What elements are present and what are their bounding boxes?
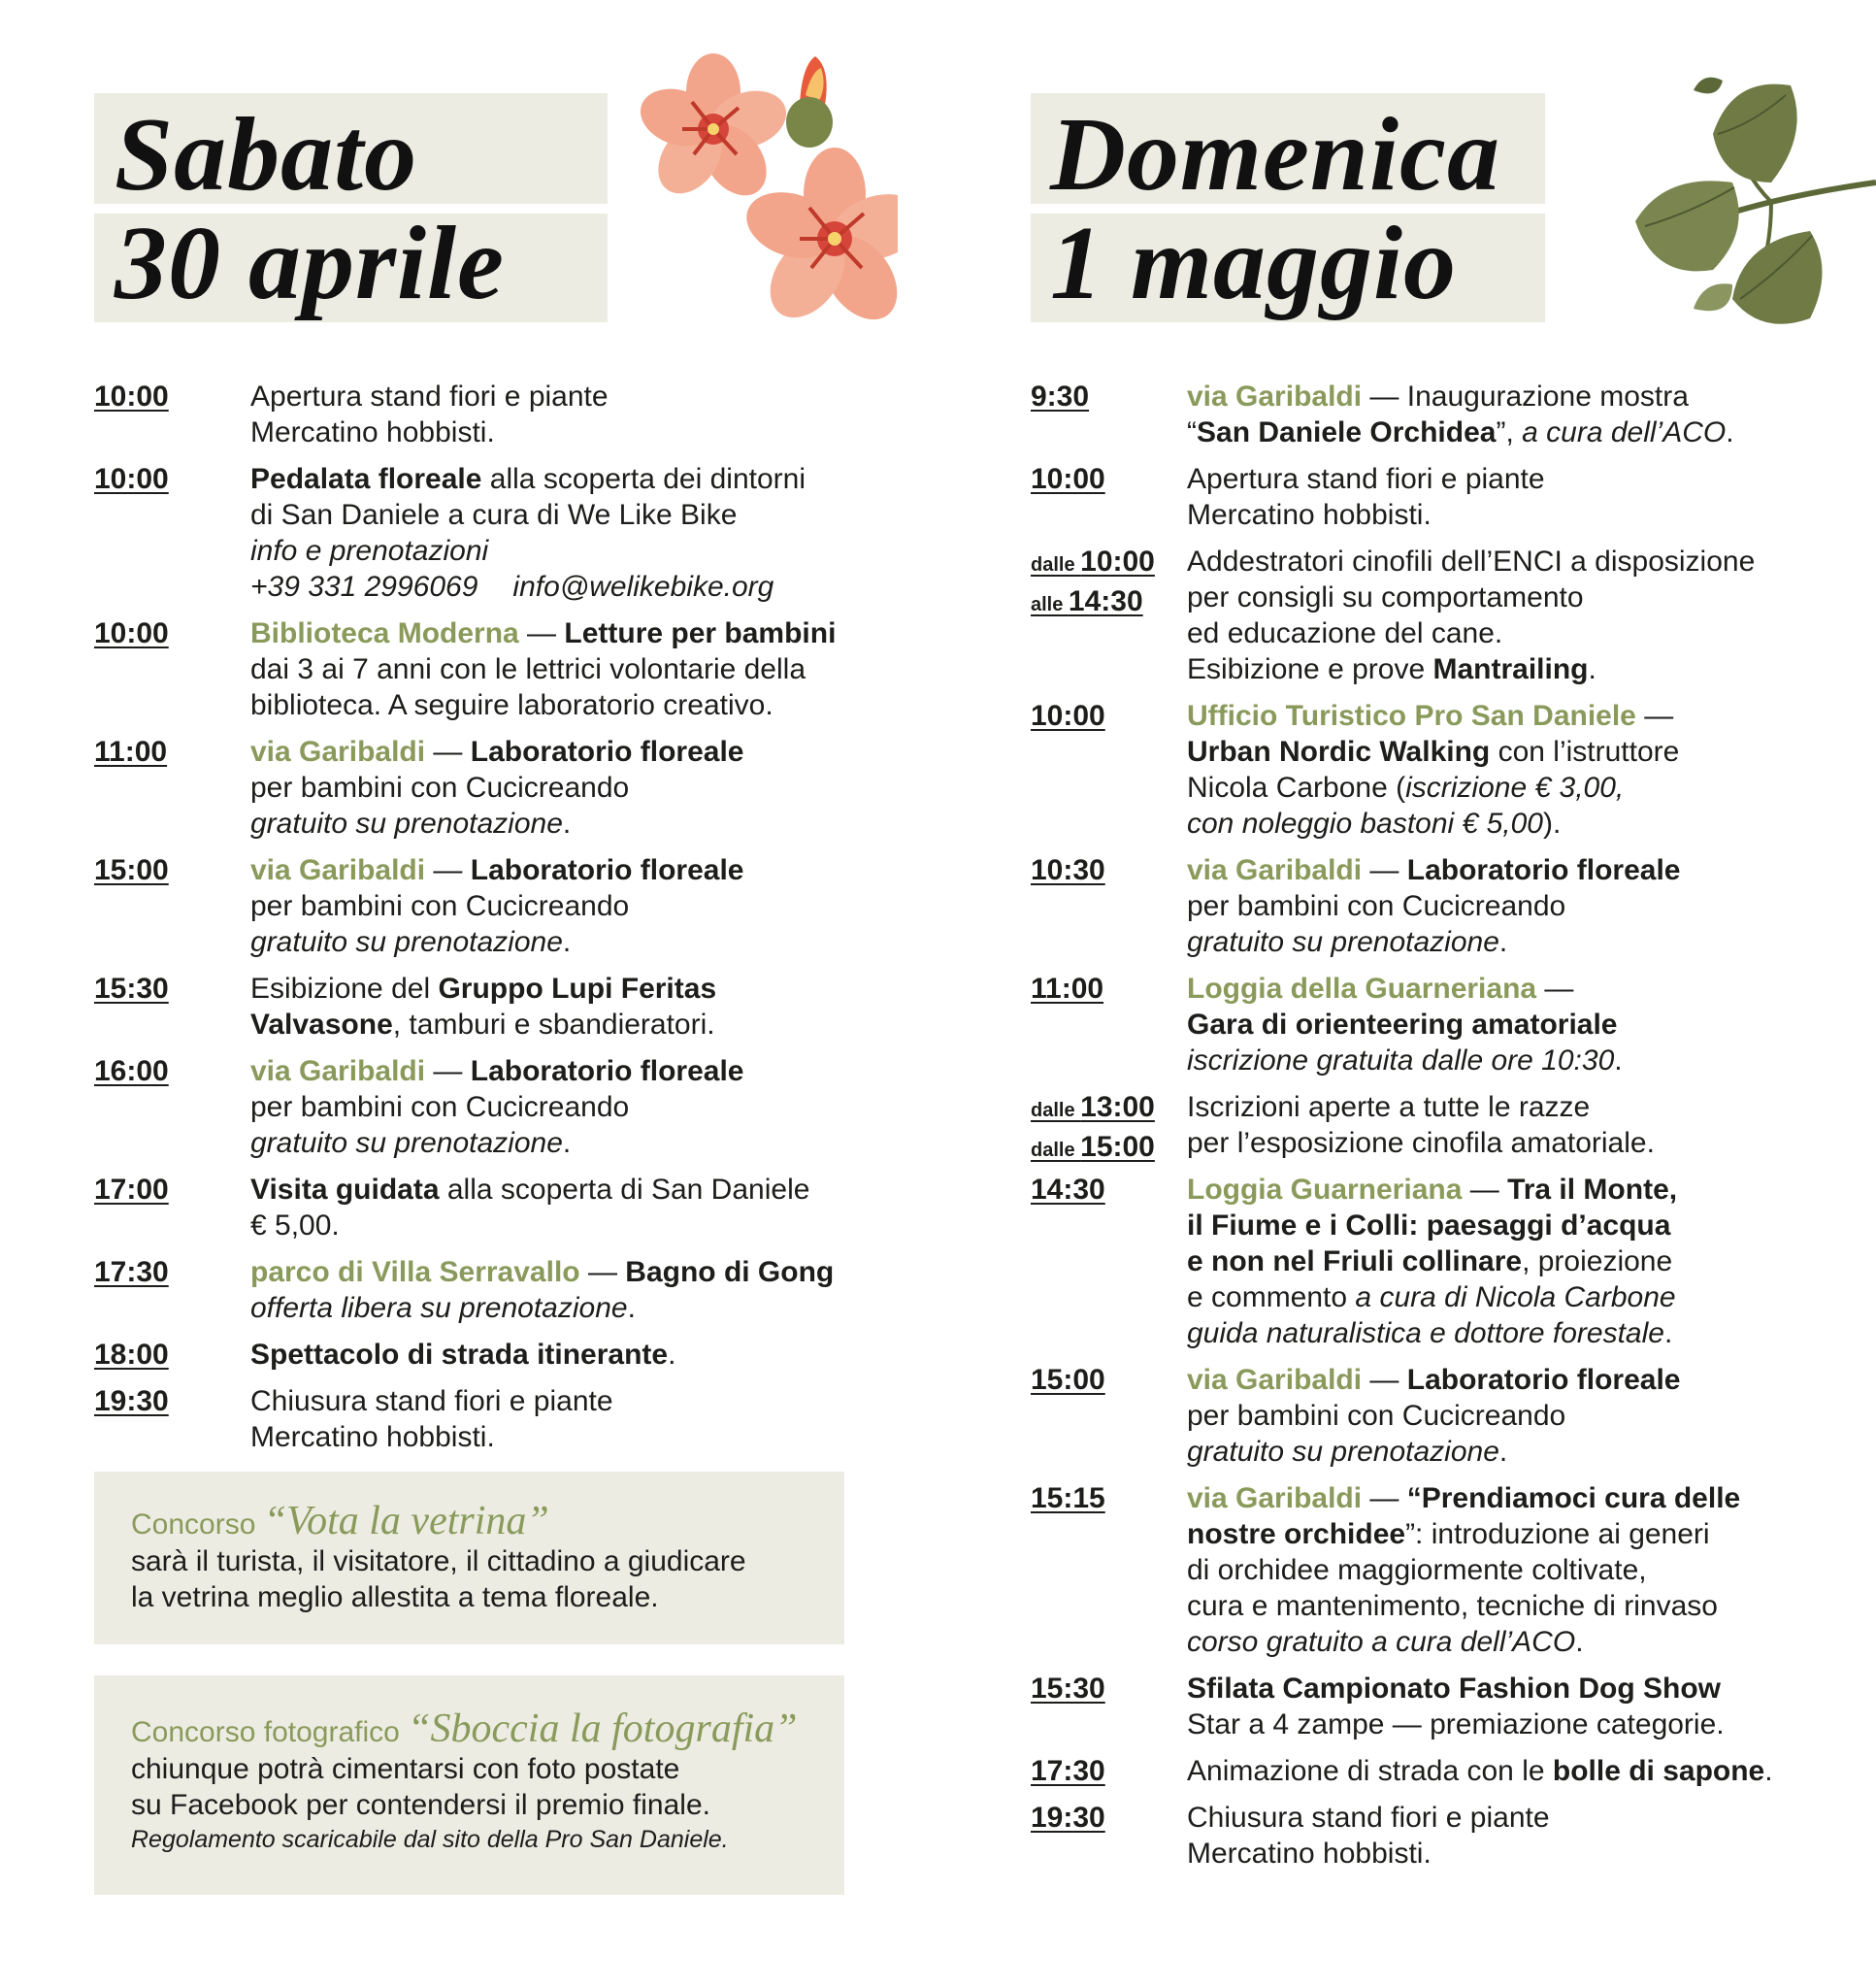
event-text-bold: Mantrailing xyxy=(1432,653,1589,685)
event-time: 16:00 xyxy=(94,1055,169,1087)
event-text: € 5,00. xyxy=(250,1209,340,1242)
event-text-bold: San Daniele Orchidea xyxy=(1197,416,1497,448)
event-text: . xyxy=(668,1339,676,1371)
event-text-bold: Gruppo Lupi Feritas xyxy=(438,973,717,1005)
event-text-italic: offerta libera su prenotazione xyxy=(250,1292,628,1324)
event-text: Nicola Carbone ( xyxy=(1187,772,1406,804)
event-description-line xyxy=(1187,1172,1856,1208)
event-text-italic: gratuito su prenotazione xyxy=(250,926,563,958)
event-time: 9:30 xyxy=(1031,381,1090,413)
event-text-bold: Spettacolo di strada itinerante xyxy=(250,1339,669,1371)
event-text: — xyxy=(579,1256,626,1288)
event-text: . xyxy=(1588,653,1596,685)
event-row xyxy=(1031,852,1856,960)
event-text-bold: Laboratorio floreale xyxy=(1406,1364,1681,1396)
event-row xyxy=(94,615,871,723)
event-time xyxy=(1031,1089,1155,1169)
event-time: 15:00 xyxy=(1031,1364,1105,1396)
event-description xyxy=(1187,379,1856,450)
event-time: 15:30 xyxy=(1031,1673,1105,1705)
event-description-line xyxy=(250,687,871,723)
event-location: via Garibaldi xyxy=(1187,1482,1363,1514)
event-description-line xyxy=(1187,1089,1856,1125)
event-text: , tamburi e sbandieratori. xyxy=(392,1009,715,1041)
event-text: per consigli su comportamento xyxy=(1187,581,1584,613)
event-text: — xyxy=(518,617,565,649)
event-text: . xyxy=(1498,926,1508,958)
event-description xyxy=(250,1053,871,1161)
event-text: . xyxy=(1614,1044,1623,1077)
event-location: via Garibaldi xyxy=(1187,1364,1363,1396)
event-time: 19:30 xyxy=(1031,1802,1105,1834)
event-time: 15:30 xyxy=(94,973,169,1005)
event-row xyxy=(1031,971,1856,1078)
event-row xyxy=(1031,1362,1856,1470)
event-text: per bambini con Cucicreando xyxy=(250,1091,630,1123)
event-text: Iscrizioni aperte a tutte le razze xyxy=(1187,1091,1591,1123)
event-description xyxy=(1187,1671,1856,1742)
event-location: via Garibaldi xyxy=(250,736,426,768)
event-text-bold: Pedalata floreale xyxy=(250,463,482,495)
event-text: cura e mantenimento, tecniche di rinvaso xyxy=(1187,1590,1718,1622)
event-time-prefix: dalle xyxy=(1031,1140,1081,1161)
event-location: via Garibaldi xyxy=(250,1055,426,1087)
saturday-title-day: Sabato xyxy=(115,97,418,213)
event-text-italic: iscrizione gratuita dalle ore 10:30 xyxy=(1187,1044,1615,1077)
event-description-line xyxy=(1187,461,1856,497)
event-text-bold: “Prendiamoci cura delle xyxy=(1406,1482,1741,1514)
event-text: ed educazione del cane. xyxy=(1187,617,1503,649)
event-description-line xyxy=(1187,1315,1856,1351)
event-description xyxy=(1187,698,1856,842)
event-description xyxy=(250,734,871,842)
event-location: parco di Villa Serravallo xyxy=(250,1256,580,1288)
event-text-bold: Laboratorio floreale xyxy=(1406,854,1681,886)
event-time: 11:00 xyxy=(1031,973,1104,1005)
event-text: — xyxy=(1362,1482,1407,1514)
event-time-prefix: alle xyxy=(1031,594,1069,615)
event-description-line xyxy=(1187,1552,1856,1588)
contest-vetrina-name: “Vota la vetrina” xyxy=(263,1499,549,1543)
event-row xyxy=(94,734,871,842)
event-row xyxy=(94,852,871,960)
event-description-line xyxy=(250,569,871,605)
event-row xyxy=(94,971,871,1043)
event-text: e commento xyxy=(1187,1281,1356,1313)
event-description-line xyxy=(1187,651,1856,687)
contest-vetrina-line2: la vetrina meglio allestita a tema floreale. xyxy=(131,1581,659,1613)
event-description-line xyxy=(250,1007,871,1043)
event-text: “ xyxy=(1187,416,1197,448)
event-text: — Inaugurazione mostra xyxy=(1362,381,1689,413)
event-time: 10:00 xyxy=(1031,463,1105,495)
sunday-title-date: 1 maggio xyxy=(1050,206,1458,321)
event-description-line xyxy=(1187,1753,1856,1789)
event-description-line xyxy=(1187,1398,1856,1434)
event-text: Addestratori cinofili dell’ENCI a disposizione xyxy=(1187,546,1756,578)
event-text: Apertura stand fiori e piante xyxy=(250,381,609,413)
event-description-line xyxy=(1187,1125,1856,1161)
event-description xyxy=(250,1337,871,1373)
event-text: ”, xyxy=(1496,416,1523,448)
sunday-schedule xyxy=(1031,379,1856,1882)
event-location: Loggia Guarneriana xyxy=(1187,1174,1463,1206)
event-description-line xyxy=(1187,1043,1856,1078)
event-description xyxy=(1187,1089,1856,1161)
event-text-italic: info@welikebike.org xyxy=(512,571,774,603)
event-text: Esibizione del xyxy=(250,973,439,1005)
event-time: 17:00 xyxy=(94,1174,169,1206)
event-row xyxy=(94,1383,871,1455)
event-description xyxy=(250,852,871,960)
event-description-line xyxy=(250,1254,871,1290)
event-description-line xyxy=(1187,580,1856,615)
event-text: , proiezione xyxy=(1522,1245,1673,1277)
event-description-line xyxy=(1187,1516,1856,1552)
event-text: dai 3 ai 7 anni con le lettrici volontarie della xyxy=(250,653,806,685)
event-text: . xyxy=(1498,1436,1508,1468)
contest-foto-name: “Sboccia la fotografia” xyxy=(408,1706,798,1751)
event-text: Mercatino hobbisti. xyxy=(1187,499,1432,531)
event-text: con l’istruttore xyxy=(1490,736,1680,768)
event-time-value: 10:00 xyxy=(1080,546,1155,578)
event-row xyxy=(1031,544,1856,687)
event-text-bold: il Fiume e i Colli: paesaggi d’acqua xyxy=(1187,1209,1671,1242)
event-description-line xyxy=(1187,544,1856,580)
event-text: — xyxy=(425,1055,471,1087)
event-description-line xyxy=(1187,1208,1856,1243)
event-time-value: 14:30 xyxy=(1068,585,1143,617)
event-text-bold: Gara di orienteering amatoriale xyxy=(1187,1009,1618,1041)
event-description-line xyxy=(1187,414,1856,450)
event-text: . xyxy=(1575,1626,1584,1658)
event-description-line xyxy=(250,414,871,450)
event-description-line xyxy=(250,734,871,770)
event-text-italic: corso gratuito a cura dell’ACO xyxy=(1187,1626,1576,1658)
event-description xyxy=(1187,1753,1856,1789)
event-text: Apertura stand fiori e piante xyxy=(1187,463,1545,495)
event-description xyxy=(250,1383,871,1455)
contest-foto-box xyxy=(94,1675,844,1895)
contest-vetrina-heading xyxy=(131,1499,844,1543)
event-row xyxy=(1031,461,1856,533)
event-text-italic: gratuito su prenotazione xyxy=(1187,1436,1499,1468)
event-text-italic: con noleggio bastoni € 5,00 xyxy=(1187,808,1543,840)
event-description-line xyxy=(1187,852,1856,888)
event-text: di San Daniele a cura di We Like Bike xyxy=(250,499,738,531)
event-text: per l’esposizione cinofila amatoriale. xyxy=(1187,1127,1655,1159)
event-time: 14:30 xyxy=(1031,1174,1105,1206)
event-row xyxy=(1031,1800,1856,1872)
event-row xyxy=(1031,1172,1856,1351)
event-time: 10:00 xyxy=(94,617,169,649)
event-row xyxy=(94,379,871,450)
event-time-prefix: dalle xyxy=(1031,554,1081,576)
event-description-line xyxy=(1187,1362,1856,1398)
event-row xyxy=(94,461,871,605)
event-description-line xyxy=(250,533,871,569)
event-text-bold: Visita guidata xyxy=(250,1174,440,1206)
event-description-line xyxy=(250,497,871,533)
event-text-bold: Letture per bambini xyxy=(564,617,837,649)
event-description xyxy=(1187,1800,1856,1872)
event-text: Mercatino hobbisti. xyxy=(250,1421,495,1453)
contest-foto-label: Concorso fotografico xyxy=(131,1716,409,1748)
event-text: . xyxy=(1726,416,1734,448)
event-text-italic: info e prenotazioni xyxy=(250,535,489,567)
event-description xyxy=(1187,461,1856,533)
event-description-line xyxy=(1187,924,1856,960)
event-text-italic: iscrizione € 3,00, xyxy=(1405,772,1625,804)
event-row xyxy=(94,1254,871,1326)
event-text: — xyxy=(1362,854,1407,886)
event-text: Esibizione e prove xyxy=(1187,653,1433,685)
event-row xyxy=(94,1172,871,1243)
contest-vetrina-label: Concorso xyxy=(131,1508,264,1541)
event-text-bold: nostre orchidee xyxy=(1187,1518,1406,1550)
event-description-line xyxy=(250,852,871,888)
event-time: 10:00 xyxy=(94,463,169,495)
event-description-line xyxy=(1187,888,1856,924)
event-row xyxy=(1031,1753,1856,1789)
event-location: via Garibaldi xyxy=(250,854,426,886)
event-text: ”: introduzione ai generi xyxy=(1405,1518,1710,1550)
event-description xyxy=(250,1254,871,1326)
event-text: . xyxy=(562,808,572,840)
event-time-value: 15:00 xyxy=(1080,1131,1155,1163)
event-text: Chiusura stand fiori e piante xyxy=(250,1385,613,1417)
event-time: 18:00 xyxy=(94,1339,169,1371)
event-description-line xyxy=(1187,1434,1856,1470)
event-text: di orchidee maggiormente coltivate, xyxy=(1187,1554,1647,1586)
event-text-italic: +39 331 2996069 xyxy=(250,571,478,603)
event-text-bold: Sfilata Campionato Fashion Dog Show xyxy=(1187,1673,1722,1705)
event-text: — xyxy=(425,736,471,768)
event-text-bold: Laboratorio floreale xyxy=(470,1055,744,1087)
event-description-line xyxy=(1187,1588,1856,1624)
flowers-illustration xyxy=(621,37,898,348)
event-text-bold: Valvasone xyxy=(250,1009,393,1041)
event-time: 15:15 xyxy=(1031,1482,1105,1514)
event-description xyxy=(250,971,871,1043)
event-description-line xyxy=(250,1089,871,1125)
event-description-line xyxy=(250,651,871,687)
event-text: . xyxy=(562,1127,572,1159)
event-description-line xyxy=(1187,497,1856,533)
event-text: Star a 4 zampe — premiazione categorie. xyxy=(1187,1708,1725,1740)
event-text-italic: guida naturalistica e dottore forestale xyxy=(1187,1317,1664,1349)
event-text-italic: a cura di Nicola Carbone xyxy=(1355,1281,1676,1313)
event-time-range-line xyxy=(1031,1089,1155,1129)
event-description-line xyxy=(250,1208,871,1243)
event-description-line xyxy=(1187,1706,1856,1742)
event-description-line xyxy=(1187,1800,1856,1836)
event-text: . xyxy=(562,926,572,958)
event-text-italic: gratuito su prenotazione xyxy=(250,1127,563,1159)
event-time-range-line xyxy=(1031,544,1155,583)
event-description-line xyxy=(1187,806,1856,842)
event-description-line xyxy=(1187,615,1856,651)
event-description-line xyxy=(1187,1279,1856,1315)
event-description-line xyxy=(250,1419,871,1455)
event-text: alla scoperta dei dintorni xyxy=(481,463,806,495)
event-description xyxy=(250,1172,871,1243)
event-description-line xyxy=(1187,1480,1856,1516)
event-description xyxy=(1187,852,1856,960)
event-description-line xyxy=(1187,1007,1856,1043)
event-row xyxy=(1031,379,1856,450)
event-description-line xyxy=(250,971,871,1007)
event-row xyxy=(1031,1671,1856,1742)
event-text-bold: Tra il Monte, xyxy=(1507,1174,1678,1206)
event-text: — xyxy=(1536,973,1574,1005)
event-description-line xyxy=(1187,1836,1856,1872)
event-text: — xyxy=(1635,700,1674,732)
event-time xyxy=(1031,544,1155,623)
event-description xyxy=(1187,1362,1856,1470)
event-text: . xyxy=(1764,1755,1773,1787)
contest-vetrina-box xyxy=(94,1472,844,1644)
event-description-line xyxy=(1187,770,1856,806)
event-description-line xyxy=(250,1172,871,1208)
event-text-italic: gratuito su prenotazione xyxy=(1187,926,1499,958)
event-description-line xyxy=(250,806,871,842)
contest-foto-line1: chiunque potrà cimentarsi con foto postate xyxy=(131,1753,680,1785)
event-time-range-line xyxy=(1031,1129,1155,1169)
event-time-value: 13:00 xyxy=(1080,1091,1155,1123)
event-row xyxy=(1031,1089,1856,1161)
event-text: — xyxy=(1462,1174,1508,1206)
event-description-line xyxy=(250,770,871,806)
event-time: 10:00 xyxy=(94,381,169,413)
event-text-bold: e non nel Friuli collinare xyxy=(1187,1245,1523,1277)
event-description-line xyxy=(1187,1624,1856,1660)
event-location: via Garibaldi xyxy=(1187,381,1363,413)
event-description xyxy=(1187,1172,1856,1351)
event-description xyxy=(250,615,871,723)
event-text: . xyxy=(627,1292,636,1324)
event-description-line xyxy=(250,1383,871,1419)
event-description xyxy=(250,461,871,605)
event-description-line xyxy=(1187,971,1856,1007)
event-text: per bambini con Cucicreando xyxy=(1187,1400,1566,1432)
leaves-illustration xyxy=(1626,76,1876,338)
event-text: per bambini con Cucicreando xyxy=(250,890,630,922)
event-text: Mercatino hobbisti. xyxy=(1187,1838,1432,1870)
event-description-line xyxy=(1187,698,1856,734)
event-text: Animazione di strada con le xyxy=(1187,1755,1553,1787)
contest-foto-line2: su Facebook per contendersi il premio finale. xyxy=(131,1789,710,1821)
event-time: 10:30 xyxy=(1031,854,1105,886)
event-text: Chiusura stand fiori e piante xyxy=(1187,1802,1550,1834)
event-description-line xyxy=(250,1337,871,1373)
contest-vetrina-line1: sarà il turista, il visitatore, il cittadino a giudicare xyxy=(131,1545,746,1577)
event-text: per bambini con Cucicreando xyxy=(1187,890,1566,922)
event-row xyxy=(94,1053,871,1161)
event-text: ). xyxy=(1542,808,1562,840)
event-location: Loggia della Guarneriana xyxy=(1187,973,1537,1005)
event-text: — xyxy=(425,854,471,886)
sunday-title-day: Domenica xyxy=(1050,97,1500,213)
event-text-bold: Laboratorio floreale xyxy=(470,736,744,768)
contest-foto-heading xyxy=(131,1706,844,1751)
event-time: 10:00 xyxy=(1031,700,1105,732)
event-text: biblioteca. A seguire laboratorio creativo. xyxy=(250,689,773,721)
event-location: via Garibaldi xyxy=(1187,854,1363,886)
event-text: — xyxy=(1362,1364,1407,1396)
event-text-bold: Laboratorio floreale xyxy=(470,854,744,886)
event-time-range-line xyxy=(1031,583,1155,623)
event-description-line xyxy=(250,1125,871,1161)
event-row xyxy=(94,1337,871,1373)
event-text-bold: Urban Nordic Walking xyxy=(1187,736,1491,768)
event-description-line xyxy=(250,888,871,924)
event-description-line xyxy=(250,615,871,651)
event-time: 19:30 xyxy=(94,1385,169,1417)
event-description xyxy=(1187,971,1856,1078)
event-text: per bambini con Cucicreando xyxy=(250,772,630,804)
event-description-line xyxy=(1187,734,1856,770)
event-time: 15:00 xyxy=(94,854,169,886)
event-row xyxy=(1031,1480,1856,1660)
event-location: Biblioteca Moderna xyxy=(250,617,519,649)
event-time: 17:30 xyxy=(94,1256,169,1288)
event-description-line xyxy=(1187,1671,1856,1706)
event-description-line xyxy=(250,1290,871,1326)
event-description-line xyxy=(1187,1243,1856,1279)
event-description xyxy=(250,379,871,450)
event-text-bold: Bagno di Gong xyxy=(625,1256,835,1288)
event-time: 11:00 xyxy=(94,736,168,768)
event-text: . xyxy=(1663,1317,1673,1349)
event-text-italic: a cura dell’ACO xyxy=(1522,416,1727,448)
saturday-schedule xyxy=(94,379,871,1466)
saturday-title-date: 30 aprile xyxy=(115,206,505,321)
event-description-line xyxy=(1187,379,1856,414)
event-description xyxy=(1187,1480,1856,1660)
event-description-line xyxy=(250,924,871,960)
event-text: alla scoperta di San Daniele xyxy=(439,1174,810,1206)
event-location: Ufficio Turistico Pro San Daniele xyxy=(1187,700,1636,732)
event-description-line xyxy=(250,1053,871,1089)
event-description-line xyxy=(250,379,871,414)
event-text-italic: gratuito su prenotazione xyxy=(250,808,563,840)
event-time-prefix: dalle xyxy=(1031,1100,1081,1121)
event-text: Mercatino hobbisti. xyxy=(250,416,495,448)
event-description xyxy=(1187,544,1856,687)
event-row xyxy=(1031,698,1856,842)
event-text-bold: bolle di sapone xyxy=(1552,1755,1765,1787)
event-time: 17:30 xyxy=(1031,1755,1105,1787)
event-description-line xyxy=(250,461,871,497)
contest-foto-note: Regolamento scaricabile dal sito della Pro San Daniele. xyxy=(131,1826,729,1853)
